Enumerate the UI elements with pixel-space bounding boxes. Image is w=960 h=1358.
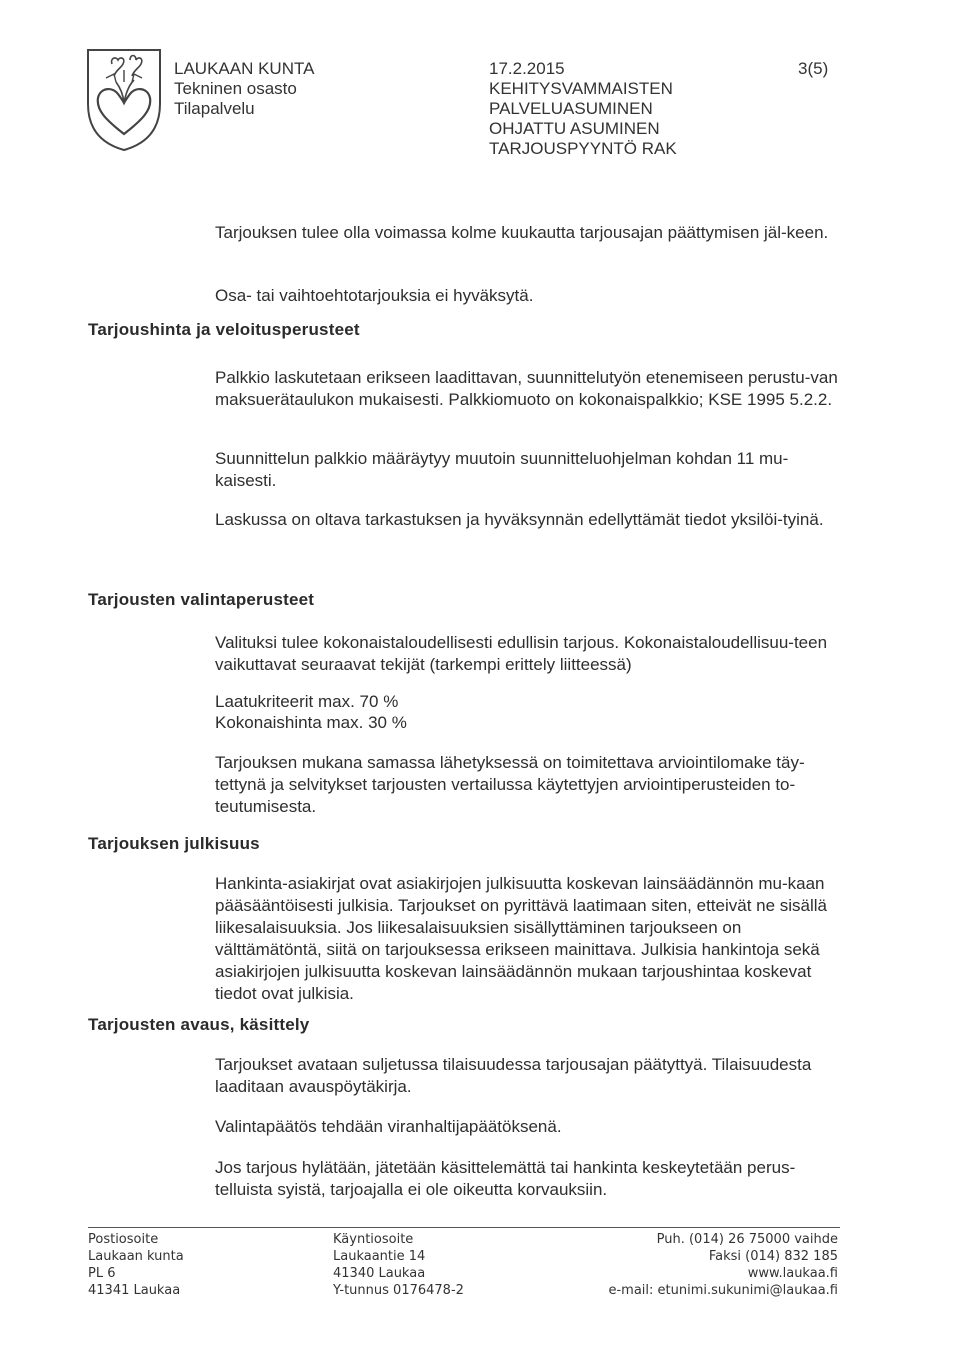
heading-publicity: Tarjouksen julkisuus bbox=[88, 834, 260, 853]
page-number: 3(5) bbox=[798, 59, 829, 78]
footer-phone: Puh. (014) 26 75000 vaihde bbox=[656, 1232, 838, 1247]
paragraph-invoice: Laskussa on oltava tarkastuksen ja hyväksynnän edellyttämät tiedot yksilöi-tyinä. bbox=[215, 510, 824, 529]
footer-postal-label: Postiosoite bbox=[88, 1232, 159, 1247]
footer-visiting-line: Laukaantie 14 bbox=[333, 1249, 426, 1264]
paragraph-selection: Valituksi tulee kokonaistaloudellisesti edullisin tarjous. Kokonaistaloudellisuu-teen vaikuttavat seuraavat tekijät (tarkempi erittely liitteessä) bbox=[215, 633, 828, 674]
department: Tekninen osasto bbox=[174, 79, 297, 98]
header-org-block bbox=[174, 59, 314, 119]
paragraph-rejection: Jos tarjous hylätään, jätetään käsittelemättä tai hankinta keskeytetään perus-telluista syistä, tarjoajalla ei ole oikeutta korvauksiin. bbox=[215, 1158, 796, 1199]
header-date: 17.2.2015 bbox=[489, 59, 565, 78]
paragraph-fee: Suunnittelun palkkio määräytyy muutoin suunnitteluohjelman kohdan 11 mu-kaisesti. bbox=[215, 449, 789, 490]
heart-coat-of-arms-icon bbox=[86, 48, 162, 152]
paragraph-evaluation-form: Tarjouksen mukana samassa lähetyksessä on toimitettava arviointilomake täy-tettynä ja selvitykset tarjousten vertailussa käytettyjen arviointiperusteiden to-teutumisesta. bbox=[215, 753, 805, 816]
unit: Tilapalvelu bbox=[174, 99, 255, 118]
criteria-price: Kokonaishinta max. 30 % bbox=[215, 713, 407, 732]
heading-price: Tarjoushinta ja veloitusperusteet bbox=[88, 320, 360, 339]
paragraph-validity: Tarjouksen tulee olla voimassa kolme kuukautta tarjousajan päättymisen jäl-keen. bbox=[215, 223, 829, 242]
footer-email-link[interactable]: e-mail: etunimi.sukunimi@laukaa.fi bbox=[608, 1283, 838, 1298]
footer-postal-address bbox=[88, 1231, 184, 1299]
footer-divider bbox=[88, 1227, 840, 1228]
heading-selection: Tarjousten valintaperusteet bbox=[88, 590, 315, 609]
title-line: OHJATTU ASUMINEN bbox=[489, 119, 660, 138]
criteria-quality: Laatukriteerit max. 70 % bbox=[215, 692, 399, 711]
title-line: PALVELUASUMINEN bbox=[489, 99, 653, 118]
org-name: LAUKAAN KUNTA bbox=[174, 59, 315, 78]
municipality-logo bbox=[86, 48, 162, 152]
header-document-title bbox=[489, 79, 677, 159]
title-line: TARJOUSPYYNTÖ RAK bbox=[489, 139, 677, 158]
title-line: KEHITYSVAMMAISTEN bbox=[489, 79, 673, 98]
paragraph-alternatives: Osa- tai vaihtoehtotarjouksia ei hyväksytä. bbox=[215, 286, 534, 305]
footer-visiting-line: 41340 Laukaa bbox=[333, 1266, 426, 1281]
footer-contact bbox=[608, 1231, 838, 1299]
footer-visiting-address bbox=[333, 1231, 464, 1299]
paragraph-decision: Valintapäätös tehdään viranhaltijapäätöksenä. bbox=[215, 1117, 562, 1136]
footer-fax: Faksi (014) 832 185 bbox=[708, 1249, 838, 1264]
footer-business-id: Y-tunnus 0176478-2 bbox=[333, 1283, 464, 1298]
footer-website-link[interactable]: www.laukaa.fi bbox=[747, 1266, 838, 1281]
footer-postal-line: Laukaan kunta bbox=[88, 1249, 184, 1264]
heading-opening: Tarjousten avaus, käsittely bbox=[88, 1015, 310, 1034]
footer-visiting-label: Käyntiosoite bbox=[333, 1232, 414, 1247]
footer-postal-line: 41341 Laukaa bbox=[88, 1283, 181, 1298]
paragraph-publicity: Hankinta-asiakirjat ovat asiakirjojen julkisuutta koskevan lainsäädännön mu-kaan pääsääntöisesti julkisia. Tarjoukset on pyrittävä laatimaan siten, etteivät ne sisällä liikesalaisuuksia. Jos liikesalaisuuksien sisällyttäminen tarjoukseen on välttämätöntä, siitä on tarjouksessa erikseen mainittava. Julkisia hankintoja sekä asiakirjojen julkisuutta koskevan lainsäädännön mukaan tarjoushintaa koskevat tiedot ovat julkisia. bbox=[215, 874, 828, 1003]
footer-postal-line: PL 6 bbox=[88, 1266, 116, 1281]
paragraph-opening: Tarjoukset avataan suljetussa tilaisuudessa tarjousajan päätyttyä. Tilaisuudesta laaditaan avauspöytäkirja. bbox=[215, 1055, 812, 1096]
paragraph-billing: Palkkio laskutetaan erikseen laadittavan, suunnittelutyön etenemiseen perustu-van maksuerätaulukon mukaisesti. Palkkiomuoto on kokonaispalkkio; KSE 1995 5.2.2. bbox=[215, 368, 838, 409]
